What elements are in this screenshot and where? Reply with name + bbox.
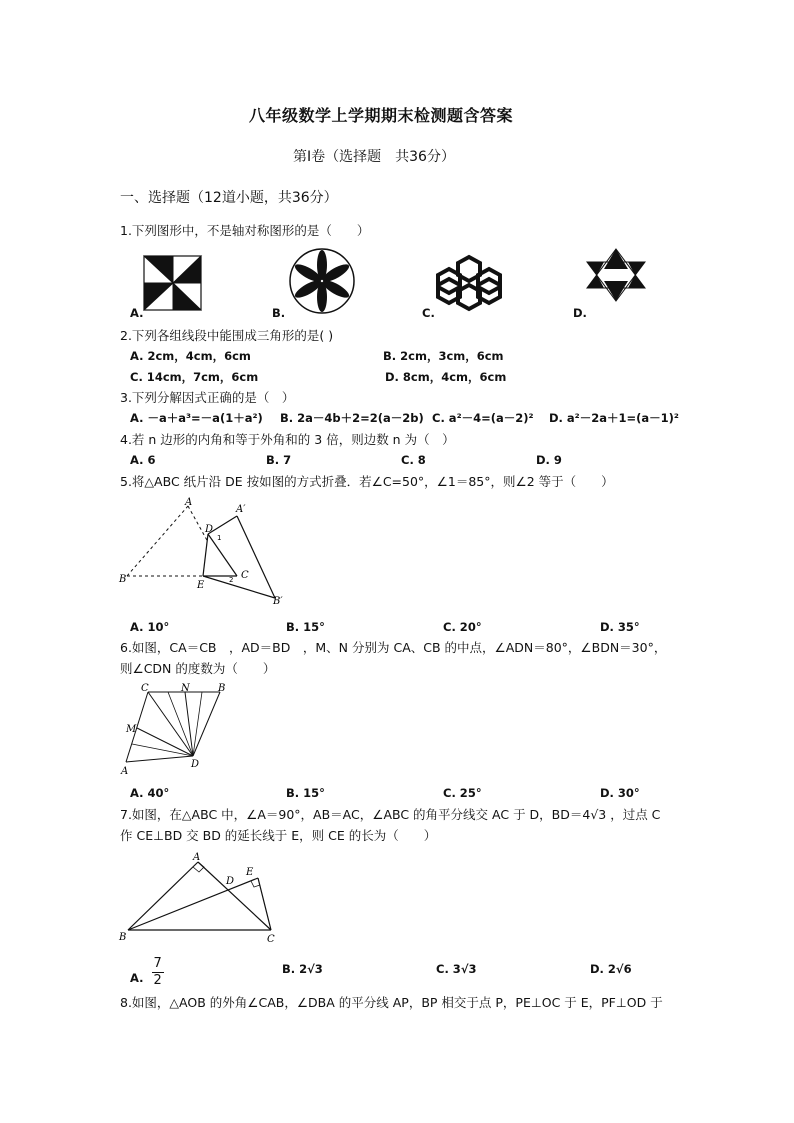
fig6-label-m: M (126, 724, 137, 735)
q2-option-a[interactable]: A. 2cm，4cm，6cm (130, 349, 251, 363)
flower-circle-figure (288, 247, 356, 315)
fig5-label-1: 1 (217, 534, 222, 542)
question-1-stem: 1.下列图形中，不是轴对称图形的是（ ） (120, 223, 370, 238)
q4-option-b[interactable]: B. 7 (266, 453, 292, 467)
hexagon-ring-figure (434, 253, 504, 313)
q7-option-a-letter: A. (130, 971, 144, 985)
q5-option-b[interactable]: B. 15° (286, 620, 325, 634)
paper-subtitle: 第Ⅰ卷（选择题 共36分） (293, 149, 455, 165)
q2-option-b[interactable]: B. 2cm，3cm，6cm (383, 349, 504, 363)
q7-option-a[interactable] (130, 956, 164, 995)
question-3-stem: 3.下列分解因式正确的是（ ） (120, 390, 295, 405)
folding-triangle-figure (115, 496, 295, 608)
q4-option-d[interactable]: D. 9 (536, 453, 562, 467)
q5-option-a[interactable]: A. 10° (130, 620, 170, 634)
q6-option-c[interactable]: C. 25° (443, 786, 482, 800)
fig5-label-c: C (241, 570, 249, 581)
question-8-stem: 8.如图，△AOB 的外角∠CAB，∠DBA 的平分线 AP，BP 相交于点 P，PE⊥OC 于 E，PF⊥OD 于 (120, 995, 663, 1010)
fig5-label-a: A (185, 497, 193, 508)
star-of-david-figure (585, 247, 647, 303)
fig5-label-d: D (205, 524, 214, 535)
fig6-label-b: B (218, 683, 226, 694)
q3-option-b[interactable]: B. 2a－4b＋2=2(a－2b) (280, 411, 424, 425)
q1-option-d[interactable]: D. (573, 306, 587, 320)
question-2-stem: 2.下列各组线段中能围成三角形的是( ) (120, 328, 334, 343)
q3-option-c[interactable]: C. a²－4=(a－2)² (432, 411, 534, 425)
q2-option-c[interactable]: C. 14cm，7cm，6cm (130, 370, 259, 384)
q1-option-c[interactable]: C. (422, 306, 435, 320)
question-6-stem-line1: 6.如图，CA＝CB ，AD＝BD ，M、N 分别为 CA、CB 的中点，∠ADN＝80°，∠BDN＝30°， (120, 640, 667, 655)
q3-option-d[interactable]: D. a²－2a＋1=(a－1)² (549, 411, 679, 425)
pinwheel-figure (143, 254, 203, 312)
fig5-label-2: 2 (229, 576, 234, 584)
fig7-label-d: D (226, 876, 235, 887)
q6-option-d[interactable]: D. 30° (600, 786, 640, 800)
fig5-label-e: E (197, 580, 205, 591)
section-heading: 一、选择题（12道小题，共36分） (120, 190, 338, 206)
q7-option-a-fraction (152, 956, 164, 989)
q7-option-d[interactable]: D. 2√6 (590, 962, 632, 976)
question-5-stem: 5.将△ABC 纸片沿 DE 按如图的方式折叠．若∠C=50°，∠1＝85°，则∠2 等于（ ） (120, 474, 614, 489)
q1-option-b[interactable]: B. (272, 306, 286, 320)
fig6-label-a: A (121, 766, 129, 777)
fig6-label-d: D (191, 759, 200, 770)
q5-option-c[interactable]: C. 20° (443, 620, 482, 634)
page-title: 八年级数学上学期期末检测题含答案 (249, 106, 514, 125)
q6-option-b[interactable]: B. 15° (286, 786, 325, 800)
right-triangle-figure (116, 848, 286, 944)
q5-option-d[interactable]: D. 35° (600, 620, 640, 634)
fig6-label-n: N (181, 683, 190, 694)
question-4-stem: 4.若 n 边形的内角和等于外角和的 3 倍，则边数 n 为（ ） (120, 432, 455, 447)
fig7-label-a: A (193, 852, 201, 863)
q3-option-a[interactable]: A. －a＋a³=－a(1＋a²) (130, 411, 263, 425)
fig5-label-a-prime: A′ (236, 504, 246, 515)
fraction-numerator: 7 (153, 956, 162, 971)
q6-option-a[interactable]: A. 40° (130, 786, 170, 800)
fig7-label-b: B (119, 932, 127, 943)
q1-option-a[interactable]: A. (130, 306, 144, 320)
q7-option-c[interactable]: C. 3√3 (436, 962, 477, 976)
fig5-label-b: B (119, 574, 127, 585)
question-6-stem-line2: 则∠CDN 的度数为（ ） (120, 661, 276, 676)
q7-option-b[interactable]: B. 2√3 (282, 962, 323, 976)
fraction-denominator: 2 (153, 973, 162, 988)
q4-option-a[interactable]: A. 6 (130, 453, 156, 467)
quadrilateral-figure (118, 682, 238, 778)
q2-option-d[interactable]: D. 8cm，4cm，6cm (385, 370, 507, 384)
fig6-label-c: C (141, 683, 149, 694)
fig7-label-e: E (246, 867, 254, 878)
fig7-label-c: C (267, 934, 275, 944)
q4-option-c[interactable]: C. 8 (401, 453, 426, 467)
question-7-stem-line1: 7.如图，在△ABC 中，∠A＝90°，AB＝AC，∠ABC 的角平分线交 AC 于 D，BD＝4√3 ，过点 C (120, 807, 661, 822)
fig5-label-b-prime: B′ (273, 596, 283, 607)
question-7-stem-line2: 作 CE⊥BD 交 BD 的延长线于 E，则 CE 的长为（ ） (120, 828, 437, 843)
